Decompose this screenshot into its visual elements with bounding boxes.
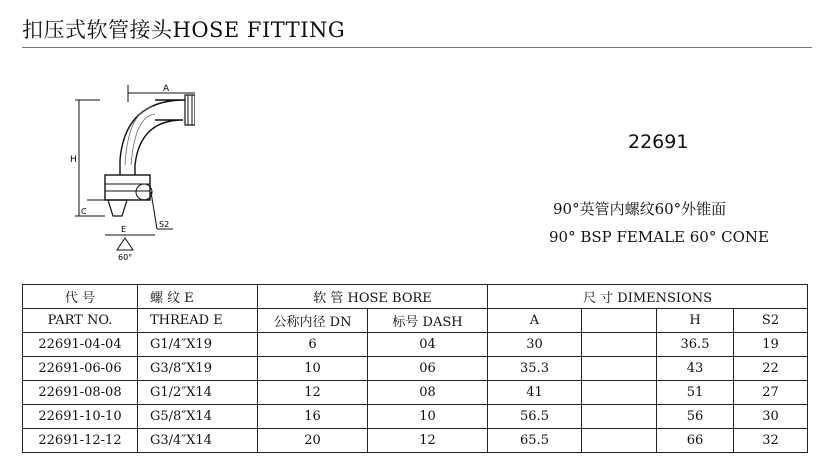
subheader-thread: THREAD E (138, 309, 258, 333)
header-code: 代 号 (23, 285, 138, 309)
fitting-drawing (65, 80, 195, 270)
cell-thread: G5/8″X14 (138, 405, 258, 429)
cell-dash: 10 (368, 405, 488, 429)
cell-dash: 04 (368, 333, 488, 357)
cell-dash: 12 (368, 429, 488, 453)
cell-blank (582, 357, 657, 381)
cell-part: 22691-12-12 (23, 429, 138, 453)
title-divider (22, 47, 812, 48)
cell-s2: 22 (734, 357, 808, 381)
table-row (23, 381, 808, 405)
header-thread: 螺 纹 E (138, 285, 258, 309)
cell-s2: 19 (734, 333, 808, 357)
header-hose-bore: 软 管 HOSE BORE (258, 285, 488, 309)
cell-dn: 10 (258, 357, 368, 381)
model-number: 22691 (628, 131, 689, 153)
table-subheader-row (23, 309, 808, 333)
cell-blank (582, 381, 657, 405)
cell-a: 35.3 (488, 357, 582, 381)
cell-dash: 08 (368, 381, 488, 405)
table-row (23, 333, 808, 357)
cone-angle-label: 60° (118, 253, 133, 262)
cell-a: 65.5 (488, 429, 582, 453)
subheader-dn: 公称内径 DN (258, 309, 368, 333)
cell-h: 43 (657, 357, 734, 381)
cell-h: 56 (657, 405, 734, 429)
table-row (23, 357, 808, 381)
cell-part: 22691-08-08 (23, 381, 138, 405)
dim-e-label: E (121, 225, 127, 234)
table-header-row (23, 285, 808, 309)
subheader-blank (582, 309, 657, 333)
dim-a-label: A (163, 84, 170, 94)
cell-blank (582, 429, 657, 453)
cell-thread: G1/4″X19 (138, 333, 258, 357)
spec-table (22, 284, 808, 453)
subheader-dash: 标号 DASH (368, 309, 488, 333)
cell-dn: 6 (258, 333, 368, 357)
cell-blank (582, 405, 657, 429)
cell-dn: 12 (258, 381, 368, 405)
cell-h: 51 (657, 381, 734, 405)
subheader-h: H (657, 309, 734, 333)
cell-a: 30 (488, 333, 582, 357)
subheader-s2: S2 (734, 309, 808, 333)
dim-s2-label: S2 (159, 220, 170, 229)
table-row (23, 405, 808, 429)
cell-dn: 20 (258, 429, 368, 453)
cell-blank (582, 333, 657, 357)
header-dimensions: 尺 寸 DIMENSIONS (488, 285, 808, 309)
subheader-part: PART NO. (23, 309, 138, 333)
dim-c-label: C (81, 207, 87, 216)
cell-a: 41 (488, 381, 582, 405)
description-cn: 90°英管内螺纹60°外锥面 (553, 200, 727, 218)
cell-s2: 32 (734, 429, 808, 453)
cell-thread: G1/2″X14 (138, 381, 258, 405)
cell-h: 36.5 (657, 333, 734, 357)
subheader-a: A (488, 309, 582, 333)
cell-s2: 30 (734, 405, 808, 429)
page-title: 扣压式软管接头HOSE FITTING (22, 18, 346, 42)
table-row (23, 429, 808, 453)
cell-thread: G3/8″X19 (138, 357, 258, 381)
cell-dn: 16 (258, 405, 368, 429)
dim-h-label: H (70, 155, 77, 165)
cell-part: 22691-06-06 (23, 357, 138, 381)
cell-a: 56.5 (488, 405, 582, 429)
cell-part: 22691-10-10 (23, 405, 138, 429)
description-en: 90° BSP FEMALE 60° CONE (549, 228, 769, 246)
cell-dash: 06 (368, 357, 488, 381)
cell-h: 66 (657, 429, 734, 453)
cell-thread: G3/4″X14 (138, 429, 258, 453)
cell-s2: 27 (734, 381, 808, 405)
spec-rows (23, 333, 808, 453)
cell-part: 22691-04-04 (23, 333, 138, 357)
